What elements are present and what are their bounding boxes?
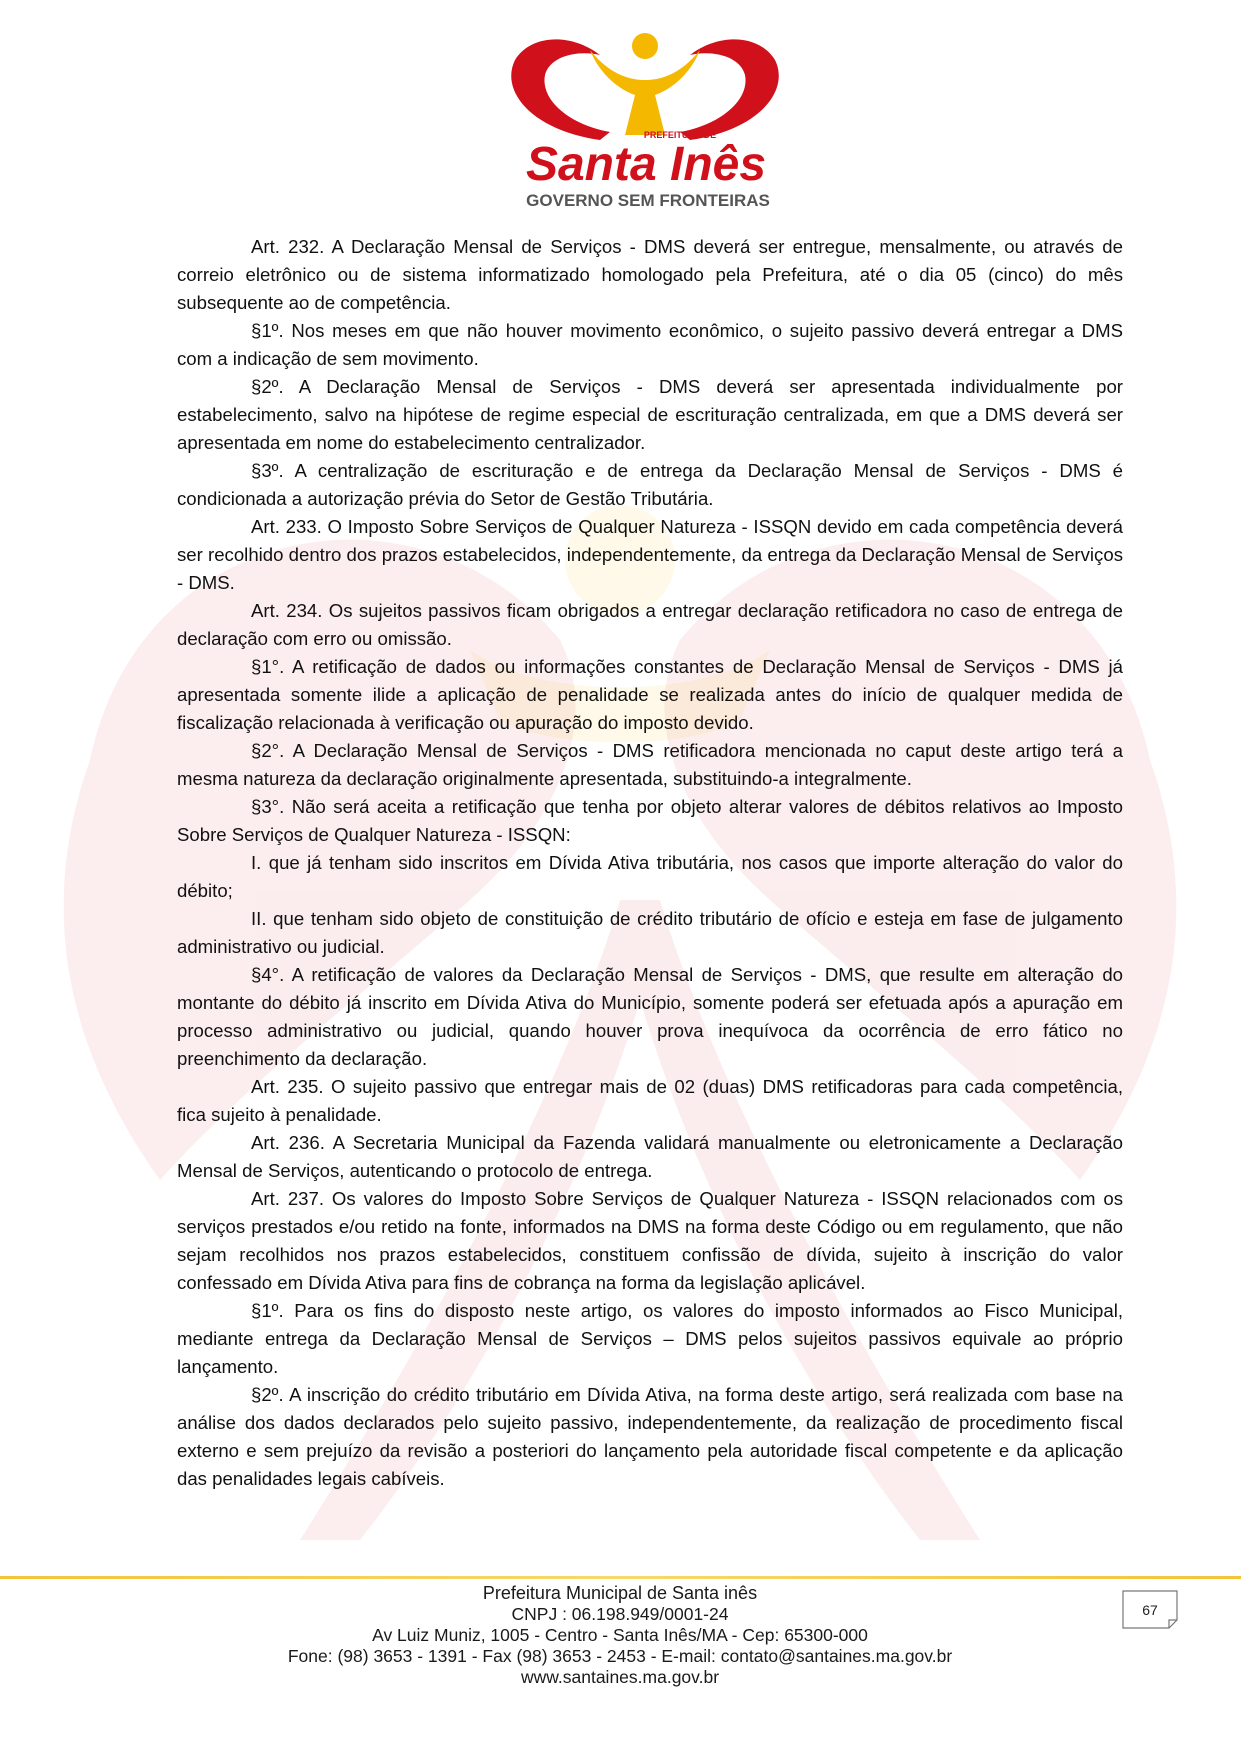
paragraph: §1º. Para os fins do disposto neste artigo, os valores do imposto informados ao Fisco Municipal, mediante entrega da Declaração Mensal de Serviços – DMS pelos sujeitos passivos equivale ao próprio lançamento. xyxy=(177,1300,1123,1377)
paragraph: §3º. A centralização de escrituração e de entrega da Declaração Mensal de Serviços - DMS é condicionada a autorização prévia do Setor de Gestão Tributária. xyxy=(177,460,1123,509)
paragraph: Art. 236. A Secretaria Municipal da Fazenda validará manualmente ou eletronicamente a Declaração Mensal de Serviços, autenticando o protocolo de entrega. xyxy=(177,1132,1123,1181)
paragraph: §1º. Nos meses em que não houver movimento econômico, o sujeito passivo deverá entregar a DMS com a indicação de sem movimento. xyxy=(177,320,1123,369)
logo-slogan: GOVERNO SEM FRONTEIRAS xyxy=(526,191,770,210)
paragraph: II. que tenham sido objeto de constituição de crédito tributário de ofício e esteja em fase de julgamento administrativo ou judicial. xyxy=(177,908,1123,957)
footer-org-name: Prefeitura Municipal de Santa inês xyxy=(482,1583,758,1603)
paragraph: §2º. A inscrição do crédito tributário em Dívida Ativa, na forma deste artigo, será realizada com base na análise dos dados declarados pelo sujeito passivo, independentemente, da realização de procedimento fiscal externo e sem prejuízo da revisão a posteriori do lançamento pela autoridade fiscal competente e da aplicação das penalidades legais cabíveis. xyxy=(177,1384,1123,1489)
footer-divider xyxy=(0,1576,1241,1579)
page-number-box xyxy=(1122,1590,1184,1630)
paragraph: §2º. A Declaração Mensal de Serviços - DMS deverá ser apresentada individualmente por estabelecimento, salvo na hipótese de regime especial de escrituração centralizada, em que a DMS deverá ser apresentada em nome do estabelecimento centralizador. xyxy=(177,376,1123,453)
footer-website[interactable]: www.santaines.ma.gov.br xyxy=(520,1667,720,1687)
paragraph: Art. 237. Os valores do Imposto Sobre Serviços de Qualquer Natureza - ISSQN relacionados com os serviços prestados e/ou retido na fonte, informados na DMS na forma deste Código ou em regulamento, que não sejam recolhidos nos prazos estabelecidos, constituem confissão de dívida, sujeito à inscrição do valor confessado em Dívida Ativa para fins de cobrança na forma da legislação aplicável. xyxy=(177,1188,1123,1293)
paragraph: Art. 232. A Declaração Mensal de Serviços - DMS deverá ser entregue, mensalmente, ou através de correio eletrônico ou de sistema informatizado homologado pela Prefeitura, até o dia 05 (cinco) do mês subsequente ao de competência. xyxy=(177,236,1123,313)
document-body xyxy=(177,233,1123,1493)
paragraph: I. que já tenham sido inscritos em Dívida Ativa tributária, nos casos que importe alteração do valor do débito; xyxy=(177,852,1123,901)
footer-address: Av Luiz Muniz, 1005 - Centro - Santa Inês/MA - Cep: 65300-000 xyxy=(372,1625,868,1645)
header-logo xyxy=(490,20,800,215)
paragraph: Art. 234. Os sujeitos passivos ficam obrigados a entregar declaração retificadora no caso de entrega de declaração com erro ou omissão. xyxy=(177,600,1123,649)
paragraph: Art. 233. O Imposto Sobre Serviços de Qualquer Natureza - ISSQN devido em cada competência deverá ser recolhido dentro dos prazos estabelecidos, independentemente, da entrega da Declaração Mensal de Serviços - DMS. xyxy=(177,516,1123,593)
paragraph: Art. 235. O sujeito passivo que entregar mais de 02 (duas) DMS retificadoras para cada competência, fica sujeito à penalidade. xyxy=(177,1076,1123,1125)
paragraph: §3°. Não será aceita a retificação que tenha por objeto alterar valores de débitos relativos ao Imposto Sobre Serviços de Qualquer Natureza - ISSQN: xyxy=(177,796,1123,845)
paragraph: §4°. A retificação de valores da Declaração Mensal de Serviços - DMS, que resulte em alteração do montante do débito já inscrito em Dívida Ativa do Município, somente poderá ser efetuada após a apuração em processo administrativo ou judicial, quando houver prova inequívoca da ocorrência de erro fático no preenchimento da declaração. xyxy=(177,964,1123,1069)
footer-cnpj: CNPJ : 06.198.949/0001-24 xyxy=(511,1604,729,1624)
paragraph: §2°. A Declaração Mensal de Serviços - DMS retificadora mencionada no caput deste artigo terá a mesma natureza da declaração originalmente apresentada, substituindo-a integralmente. xyxy=(177,740,1123,789)
santa-ines-logo-icon xyxy=(490,20,800,215)
logo-name: Santa Inês xyxy=(525,138,767,191)
page-number: 67 xyxy=(1142,1602,1158,1618)
footer xyxy=(160,1583,1080,1688)
logo-prefix: PREFEITURA DE xyxy=(643,130,717,140)
footer-contact: Fone: (98) 3653 - 1391 - Fax (98) 3653 - 2453 - E-mail: contato@santaines.ma.gov.br xyxy=(287,1646,953,1666)
paragraph: §1°. A retificação de dados ou informações constantes de Declaração Mensal de Serviços - DMS já apresentada somente ilide a aplicação de penalidade se realizada antes do início de qualquer medida de fiscalização relacionada à verificação ou apuração do imposto devido. xyxy=(177,656,1123,733)
